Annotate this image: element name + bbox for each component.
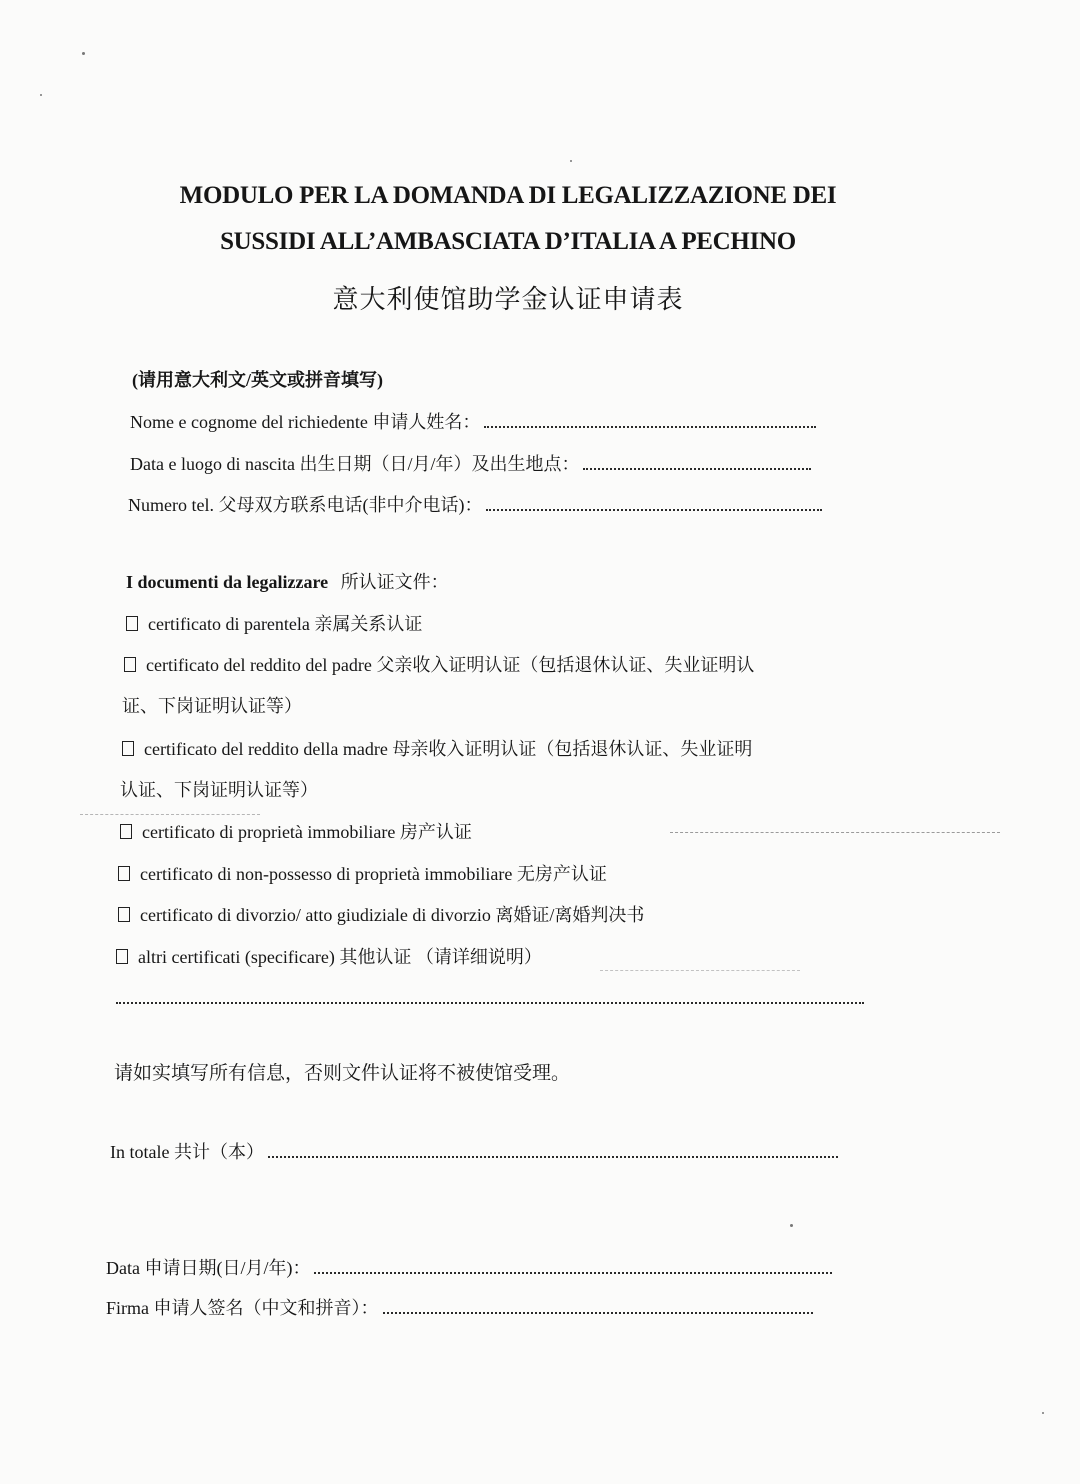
birth-date-place-row [130,452,811,476]
date-row [106,1256,832,1280]
phone-label: Numero tel. 父母双方联系电话(非中介电话)： [128,495,483,515]
fill-language-note: (请用意大利文/英文或拼音填写) [132,370,383,390]
scan-speck [790,1224,793,1227]
document-item [116,945,542,969]
accuracy-notice: 请如实填写所有信息，否则文件认证将不被使馆受理。 [114,1063,571,1084]
date-label: Data 申请日期(日/月/年)： [106,1258,311,1278]
total-field[interactable] [268,1142,838,1158]
birth-date-place-label: Data e luogo di nascita 出生日期（日/月/年）及出生地点： [130,454,580,474]
document-label-continued: 证、下岗证明认证等） [122,696,302,716]
total-row [110,1140,838,1164]
scan-artifact-line [670,832,1000,833]
document-label: certificato di parentela 亲属关系认证 [148,614,423,634]
documents-heading [126,570,449,594]
form-title-line-2: SUSSIDI ALL’AMBASCIATA D’ITALIA A PECHINO [220,228,796,255]
documents-heading-chinese: 所认证文件： [340,572,449,592]
document-checkbox[interactable] [116,949,128,964]
signature-row [106,1296,813,1320]
scan-speck [40,94,42,96]
applicant-name-field[interactable] [484,412,816,428]
scan-artifact-line [600,970,800,971]
other-documents-row [116,986,864,1010]
signature-label: Firma 申请人签名（中文和拼音）： [106,1298,379,1318]
document-label: altri certificati (specificare) 其他认证 （请详细说明） [138,947,542,967]
document-checkbox[interactable] [122,741,134,756]
scan-artifact-line [80,814,260,815]
document-label: certificato del reddito del padre 父亲收入证明认证（包括退休认证、失业证明认 [146,655,755,675]
signature-field[interactable] [383,1298,813,1314]
document-item [124,653,754,677]
phone-field[interactable] [486,495,822,511]
birth-date-place-field[interactable] [583,454,811,470]
document-label: certificato del reddito della madre 母亲收入证明认证（包括退休认证、失业证明 [144,739,753,759]
scan-speck [82,52,85,55]
document-checkbox[interactable] [118,866,130,881]
documents-heading-italian: I documenti da legalizzare [126,572,329,592]
document-label: certificato di proprietà immobiliare 房产认证 [142,822,472,842]
document-item [118,862,607,886]
document-checkbox[interactable] [124,657,136,672]
document-checkbox[interactable] [126,616,138,631]
scan-speck [570,160,572,162]
phone-row [128,493,822,517]
date-field[interactable] [314,1258,832,1274]
total-label: In totale 共计（本） [110,1142,264,1162]
document-item [126,612,422,636]
document-label-continued: 认证、下岗证明认证等） [120,780,318,800]
document-label: certificato di non-possesso di proprietà immobiliare 无房产认证 [140,864,607,884]
other-documents-field[interactable] [116,988,864,1004]
document-item [120,820,472,844]
scan-speck [1042,1412,1044,1414]
form-title-chinese: 意大利使馆助学金认证申请表 [332,285,684,314]
document-checkbox[interactable] [120,824,132,839]
document-checkbox[interactable] [118,907,130,922]
document-item [118,903,644,927]
applicant-name-row [130,410,816,434]
form-title-line-1: MODULO PER LA DOMANDA DI LEGALIZZAZIONE DEI [179,182,837,209]
applicant-name-label: Nome e cognome del richiedente 申请人姓名： [130,412,481,432]
document-label: certificato di divorzio/ atto giudiziale di divorzio 离婚证/离婚判决书 [140,905,645,925]
document-item [122,737,752,761]
